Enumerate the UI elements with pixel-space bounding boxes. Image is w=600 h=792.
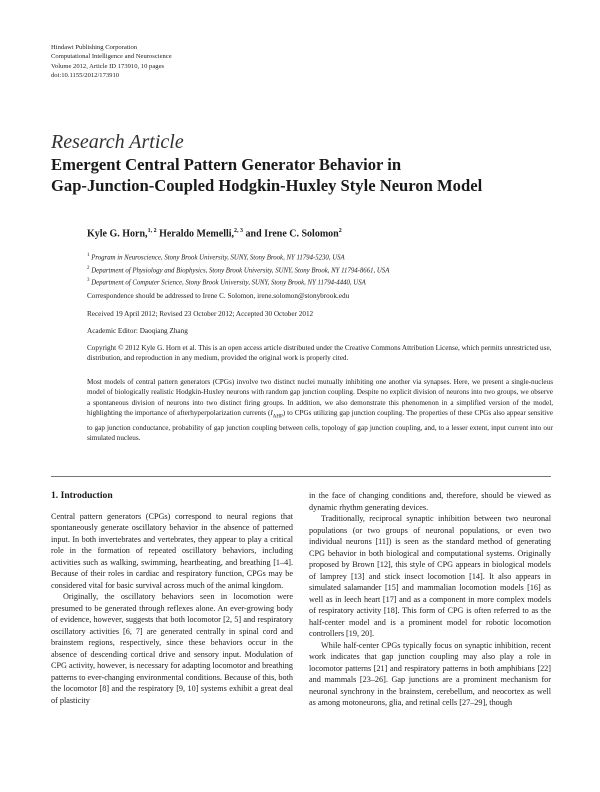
ahp-subscript: AHP [272, 414, 283, 420]
volume-info: Volume 2012, Article ID 173910, 10 pages [51, 62, 165, 70]
affiliations [87, 251, 389, 289]
column-left [51, 490, 293, 706]
publisher: Hindawi Publishing Corporation [51, 44, 138, 51]
dates: Received 19 April 2012; Revised 23 October 2012; Accepted 30 October 2012 [87, 310, 314, 318]
section-heading: 1. Introduction [51, 490, 113, 501]
ahp-symbol: I [270, 409, 273, 418]
author-affil-mark: 1, 2 [147, 228, 157, 234]
journal-header [51, 43, 172, 80]
affiliation: $^1$ Program in Neuroscience, Stony Brook University, SUNY, Stony Brook, NY 11794-5230, USA [87, 253, 345, 262]
journal-name: Computational Intelligence and Neuroscience [51, 53, 172, 61]
column-right [309, 490, 551, 709]
author-list [87, 228, 342, 239]
author-name: Irene C. Solomon [264, 228, 339, 240]
section-divider [51, 476, 551, 477]
copyright: Copyright © 2012 Kyle G. Horn et al. This is an open access article distributed under the Creative Commons Attribution License, which permits unrestricted use, distribution, and reproduction in any medium, provided the original work is properly cited. [87, 344, 552, 363]
paragraph: Originally, the oscillatory behaviors seen in locomotion were presumed to be generated through reflexes alone. An ever-growing body of evidence, however, suggests that both locomotor [2, 5] and respiratory oscillatory activities [6, 7] are generated centrally in spinal cord and brainstem regions, respectively, since these behaviors occur in the absence of descending cortical drive and sensory input. Modulation of CPG activity, however, is necessary for adapting locomotor and breathing patterns to ever-changing environmental conditions. Because of this, both the locomotor [8] and the respiratory [9, 10] systems exhibit a great deal of plasticity [51, 592, 293, 705]
title-line-2: Gap-Junction-Coupled Hodgkin-Huxley Style Neuron Model [51, 176, 483, 195]
doi: doi:10.1155/2012/173910 [51, 71, 120, 79]
paragraph: Traditionally, reciprocal synaptic inhibition between two neuronal populations (or two groups of neuronal populations, or even two individual neurons [11]) is seen as the standard method of generating CPG behavior in both biological and computational systems. Originally proposed by Brown [12], this style of CPG appears in biological models of lamprey [13] and stick insect locomotion [14]. It also appears in simulated salamander [15] and mammalian locomotion models [16] as well as in leech heart [17] and as a component in more complex models of respiratory activity [18]. This form of CPG is often referred to as the half-center model and is a prominent model for robotic locomotion controllers [19, 20]. [309, 514, 551, 638]
paragraph: in the face of changing conditions and, therefore, should be viewed as dynamic rhythm generating devices. [309, 491, 551, 512]
author-affil-mark: 2 [338, 228, 342, 234]
author-conjunction: and [245, 228, 262, 240]
author-name: Heraldo Memelli, [159, 228, 235, 240]
article-type: Research Article [51, 131, 184, 153]
author-name: Kyle G. Horn, [87, 228, 148, 240]
correspondence: Correspondence should be addressed to Irene C. Solomon, irene.solomon@stonybrook.edu [87, 292, 350, 300]
academic-editor: Academic Editor: Daoqiang Zhang [87, 327, 188, 335]
title-line-1: Emergent Central Pattern Generator Behavior in [51, 155, 402, 174]
affiliation: $^3$ Department of Computer Science, Stony Brook University, SUNY, Stony Brook, NY 11794-4440, USA [87, 278, 366, 287]
paper-title [51, 154, 551, 196]
author-affil-mark: 2, 3 [234, 228, 244, 234]
affiliation: $^2$ Department of Physiology and Biophysics, Stony Brook University, SUNY, Stony Brook, NY 11794-8661, USA [87, 265, 390, 274]
paragraph: While half-center CPGs typically focus on synaptic inhibition, recent work indicates that gap junction coupling may also play a role in locomotor patterns [21] and respiratory patterns in both amphibians [22] and mammals [23–26]. Gap junctions are a prominent mechanism for neuronal synchrony in the brainstem, cerebellum, and neocortex as well as among motoneurons, glia, and retinal cells [27–29], though [309, 640, 551, 707]
paragraph: Central pattern generators (CPGs) correspond to neural regions that spontaneously generate oscillatory behavior in the absence of patterned input. In both invertebrates and vertebrates, they appear to play a critical role in the formation of repeated oscillatory behaviors, including activities such as walking, swimming, heartbeating, and breathing [1–4]. Because of their roles in cardiac and respiratory function, CPGs may be considered vital for basic survival across much of the animal kingdom. [51, 511, 293, 590]
abstract: Most models of central pattern generators (CPGs) involve two distinct nuclei mutually inhibiting one another via synapses. Here, we present a single-nucleus model of biologically realistic Hodgkin-Huxley neurons with random gap junction coupling. Despite no explicit division of neurons into two groups, we observe a spontaneous division of neurons into two distinct firing groups. In addition, we also demonstrate this phenomenon in a simplified version of the model, highlighting the importance of afterhyperpolarization currents $(I_{AHP})$ to CPGs utilizing gap junction coupling. The properties of these CPGs also appear sensitive to gap junction conductance, probability of gap junction coupling between cells, topology of gap junction coupling, and, to a lesser extent, input current into our simulated nucleus. [87, 378, 553, 443]
